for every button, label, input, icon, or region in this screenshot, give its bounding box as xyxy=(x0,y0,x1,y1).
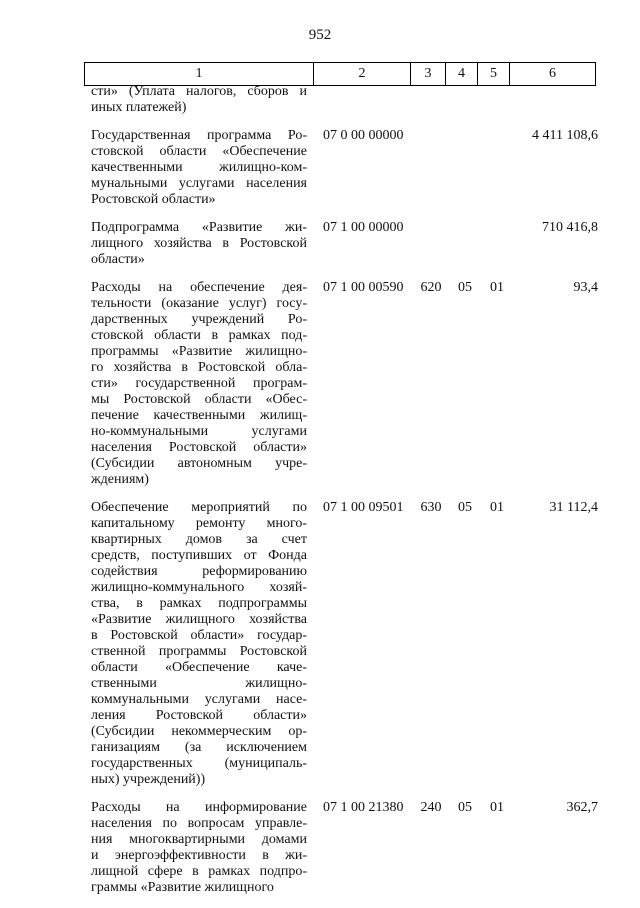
table-row xyxy=(0,84,640,116)
amount: 31 112,4 xyxy=(549,500,598,515)
description-line: сти» (Уплата налогов, сборов и xyxy=(91,84,307,99)
description-line: области «Обеспечение каче- xyxy=(91,660,307,675)
expense-type: 620 xyxy=(420,280,442,295)
table-row xyxy=(0,500,640,788)
target-code: 07 1 00 09501 xyxy=(323,500,404,515)
table-header xyxy=(84,62,596,86)
table-row xyxy=(0,128,640,208)
description-line: Ростовской области» xyxy=(91,192,216,207)
description-line: Расходы на обеспечение дея- xyxy=(91,280,307,295)
description-line: капитальному ремонту много- xyxy=(91,516,307,531)
description-line: печение качественными жилищ- xyxy=(91,408,307,423)
description-line: квартирных домов за счет xyxy=(91,532,307,547)
target-code: 07 0 00 00000 xyxy=(323,128,404,143)
header-col-2: 2 xyxy=(314,63,411,85)
header-col-5: 5 xyxy=(478,63,510,85)
header-col-4: 4 xyxy=(446,63,478,85)
header-col-6: 6 xyxy=(510,63,596,85)
description-line: мы Ростовской области «Обес- xyxy=(91,392,307,407)
description-line: Подпрограмма «Развитие жи- xyxy=(91,220,307,235)
target-code: 07 1 00 21380 xyxy=(323,800,404,815)
description-line: ственной программы Ростовской xyxy=(91,644,307,659)
row-description xyxy=(91,800,307,896)
description-line: Расходы на информирование xyxy=(91,800,307,815)
description-line: ства, в рамках подпрограммы xyxy=(91,596,307,611)
row-description xyxy=(91,500,307,788)
description-line: но-коммунальными услугами xyxy=(91,424,307,439)
description-line: го хозяйства в Ростовской обла- xyxy=(91,360,307,375)
description-line: качественными жилищно-ком- xyxy=(91,160,307,175)
row-description xyxy=(91,84,307,116)
target-code: 07 1 00 00590 xyxy=(323,280,404,295)
table-row xyxy=(0,800,640,896)
description-line: граммы «Развитие жилищного xyxy=(91,880,274,895)
amount: 93,4 xyxy=(573,280,598,295)
table-row xyxy=(0,220,640,268)
description-line: дарственных учреждений Ро- xyxy=(91,312,307,327)
description-line: Обеспечение мероприятий по xyxy=(91,500,307,515)
row-description xyxy=(91,128,307,208)
expense-type: 240 xyxy=(420,800,442,815)
description-line: населения по вопросам управле- xyxy=(91,816,307,831)
amount: 4 411 108,6 xyxy=(532,128,598,143)
description-line: (Субсидии некоммерческим ор- xyxy=(91,724,307,739)
subsection: 01 xyxy=(490,800,504,815)
target-code: 07 1 00 00000 xyxy=(323,220,404,235)
description-line: программы «Развитие жилищно- xyxy=(91,344,307,359)
description-line: населения Ростовской области» xyxy=(91,440,307,455)
description-line: мунальными услугами населения xyxy=(91,176,307,191)
description-line: лищной сфере в рамках подпро- xyxy=(91,864,307,879)
header-col-1: 1 xyxy=(85,63,314,85)
description-line: лищного хозяйства в Ростовской xyxy=(91,236,307,251)
description-line: коммунальными услугами насе- xyxy=(91,692,307,707)
page-number: 952 xyxy=(308,27,332,43)
description-line: ждениям) xyxy=(91,472,149,487)
description-line: ганизациям (за исключением xyxy=(91,740,307,755)
subsection: 01 xyxy=(490,500,504,515)
description-line: и энергоэффективности в жи- xyxy=(91,848,307,863)
description-line: иных платежей) xyxy=(91,100,187,115)
description-line: тельности (оказание услуг) госу- xyxy=(91,296,307,311)
expense-type: 630 xyxy=(420,500,442,515)
description-line: стовской области в рамках под- xyxy=(91,328,307,343)
description-line: жилищно-коммунального хозяй- xyxy=(91,580,307,595)
section: 05 xyxy=(458,280,472,295)
description-line: стовской области «Обеспечение xyxy=(91,144,307,159)
description-line: ственными жилищно- xyxy=(91,676,307,691)
row-description xyxy=(91,220,307,268)
header-col-3: 3 xyxy=(411,63,446,85)
description-line: содействия реформированию xyxy=(91,564,307,579)
description-line: ных) учреждений)) xyxy=(91,772,206,787)
table-row xyxy=(0,280,640,488)
description-line: (Субсидии автономным учре- xyxy=(91,456,307,471)
section: 05 xyxy=(458,500,472,515)
description-line: средств, поступивших от Фонда xyxy=(91,548,307,563)
description-line: ния многоквартирными домами xyxy=(91,832,307,847)
row-description xyxy=(91,280,307,488)
description-line: «Развитие жилищного хозяйства xyxy=(91,612,307,627)
description-line: государственных (муниципаль- xyxy=(91,756,307,771)
table-body xyxy=(0,84,640,908)
amount: 362,7 xyxy=(566,800,598,815)
description-line: в Ростовской области» государ- xyxy=(91,628,307,643)
description-line: сти» государственной програм- xyxy=(91,376,307,391)
description-line: ления Ростовской области» xyxy=(91,708,307,723)
section: 05 xyxy=(458,800,472,815)
amount: 710 416,8 xyxy=(542,220,598,235)
description-line: области» xyxy=(91,252,145,267)
description-line: Государственная программа Ро- xyxy=(91,128,307,143)
subsection: 01 xyxy=(490,280,504,295)
